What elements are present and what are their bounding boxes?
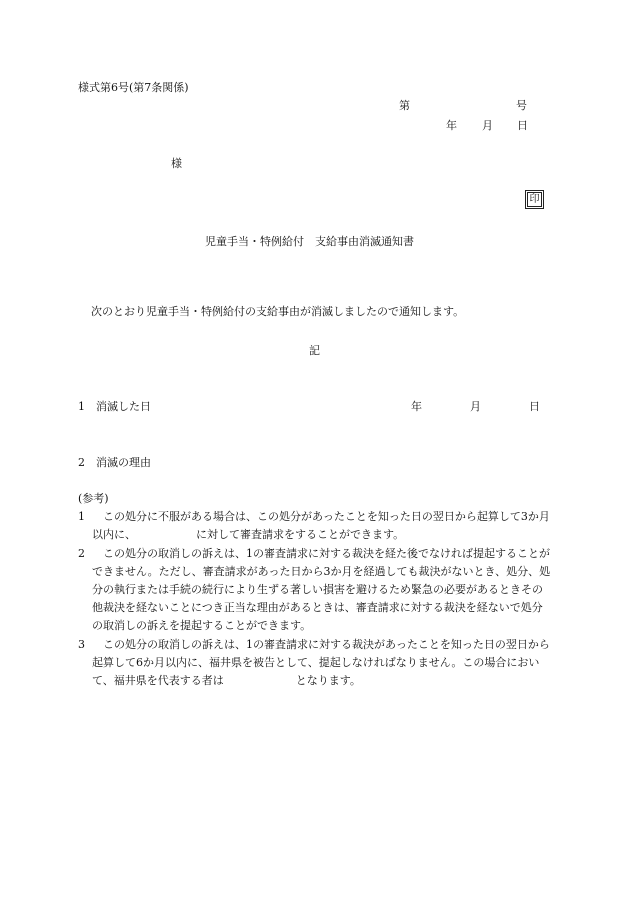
reference-note-1: [78, 508, 552, 544]
reference-notes: [78, 490, 552, 690]
form-label: 様式第6号(第7条関係): [78, 81, 189, 94]
ki-marker: 記: [309, 344, 320, 357]
note-3-text-a: この処分の取消しの訴えは、1の審査請求に対する裁決があったことを知った日の翌日から起算して6か月以内に、福井県を被告として、提起しなければなりません。この場合において、福井県を代表する者は: [92, 637, 550, 688]
note-1-text-a: この処分に不服がある場合は、この処分があったことを知った日の翌日から起算して3か月以内に、: [92, 510, 550, 542]
item-1-month: 月: [470, 400, 481, 413]
note-2-text: この処分の取消しの訴えは、1の審査請求に対する裁決を経た後でなければ提起することができません。ただし、審査請求があった日から3か月を経過しても裁決がないとき、処分、処分の執行または手続の続行により生ずる著しい損害を避けるため緊急の必要があるときその他裁決を経ないことにつき正当な理由があるときは、審査請求に対する裁決を経ないで処分の取消しの訴えを提起することができます。: [92, 546, 551, 633]
number-prefix: 第: [399, 99, 410, 112]
reference-note-2: [78, 545, 552, 636]
reference-heading: (参考): [78, 492, 109, 505]
item-1-number: 1: [78, 400, 85, 413]
reference-note-3: [78, 636, 552, 691]
date-year: 年: [446, 119, 457, 132]
item-2-number: 2: [78, 456, 85, 469]
note-1-number: 1: [78, 510, 85, 524]
note-3-number: 3: [78, 637, 85, 651]
document-title: 児童手当・特例給付 支給事由消滅通知書: [205, 235, 414, 248]
seal-stamp: 印: [527, 192, 542, 207]
note-2-number: 2: [78, 546, 85, 560]
note-3-text-b: となります。: [295, 674, 361, 688]
date-day: 日: [517, 119, 528, 132]
item-1-day: 日: [529, 400, 540, 413]
item-2-label: 消滅の理由: [96, 456, 151, 469]
addressee-honorific: 様: [171, 157, 182, 170]
item-1-year: 年: [411, 400, 422, 413]
note-1-text-b: に対して審査請求をすることができます。: [196, 528, 405, 542]
body-text: 次のとおり児童手当・特例給付の支給事由が消滅しましたので通知します。: [91, 305, 465, 318]
date-month: 月: [482, 119, 493, 132]
number-suffix: 号: [516, 99, 527, 112]
item-1-label: 消滅した日: [96, 400, 151, 413]
